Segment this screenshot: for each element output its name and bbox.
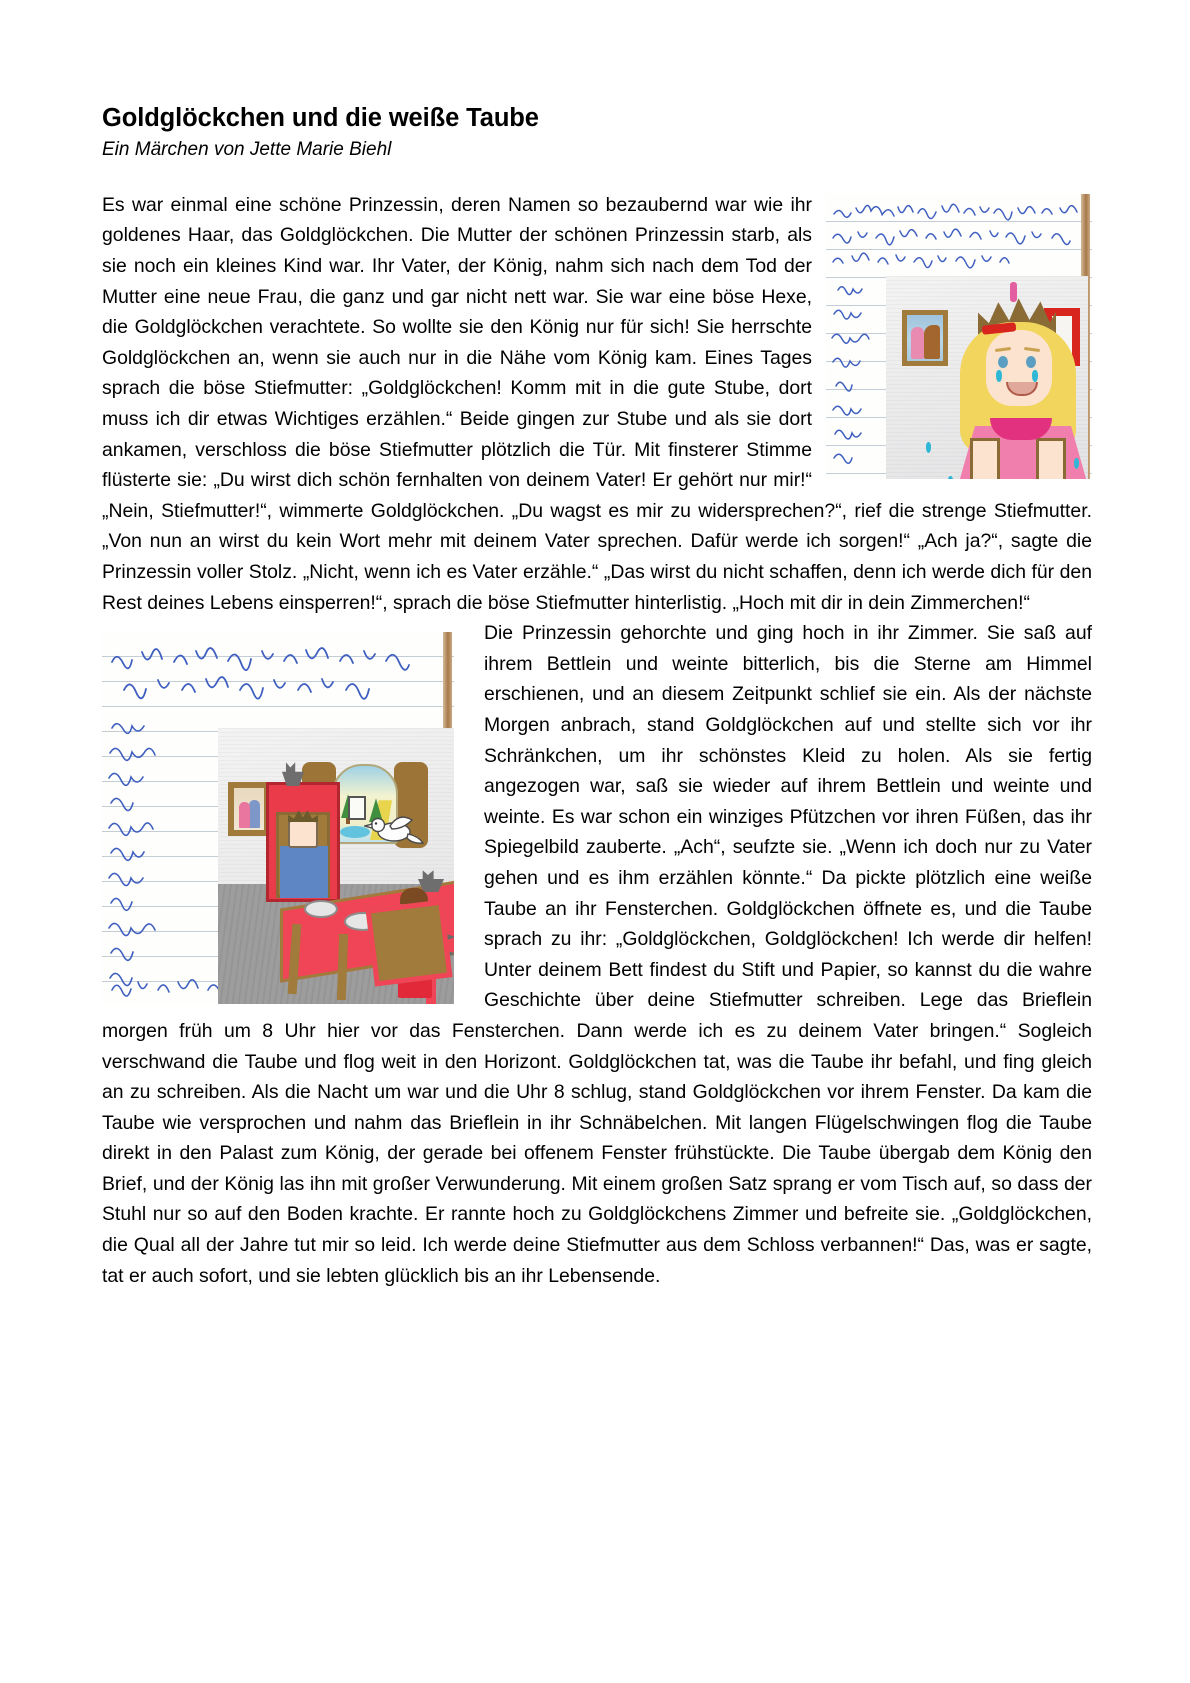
- teardrop-4: [1074, 458, 1079, 469]
- king-body: [280, 846, 328, 898]
- eye-right: [1026, 356, 1036, 368]
- arm-left: [970, 438, 1000, 479]
- teardrop-1: [926, 442, 931, 453]
- eyebrow-left: [995, 347, 1011, 352]
- king-head: [288, 820, 318, 848]
- document-subtitle: Ein Märchen von Jette Marie Biehl: [102, 139, 392, 161]
- teardrop-2: [948, 476, 953, 479]
- page-title: Goldglöckchen und die weiße Taube: [102, 104, 539, 132]
- document-content: [102, 103, 1092, 1291]
- eye-left: [998, 356, 1008, 368]
- arm-right: [1036, 438, 1066, 479]
- fallen-chair: [366, 900, 453, 987]
- drawing-crying-princess: [886, 276, 1088, 479]
- story-paragraph-1: Es war einmal eine schöne Prinzessin, deren Namen so bezaubernd war wie ihr goldenes Haar, das Goldglöckchen. Die Mutter der schönen Prinzessin starb, als sie noch ein kleines Kind war. Ihr Vater, der König, nahm sich nach dem Tod der Mutter eine neue Frau, die ganz und gar nicht nett war. Sie war eine böse Hexe, die Goldglöckchen verachtete. So wollte sie den König nur für sich! Sie herrschte Goldglöckchen an, wenn sie auch nur in die Nähe vom König kam. Eines Tages sprach die böse Stiefmutter: „Goldglöckchen! Komm mit in die gute Stube, dort muss ich dir etwas Wichtiges erzählen.“ Beide gingen zur Stube und als sie dort ankamen, verschloss die böse Stiefmutter plötzlich die Tür. Mit finsterer Stimme flüsterte sie: „Du wirst dich schön fernhalten von deinem Vater! Er gehört nur mir!“ „Nein, Stiefmutter!“, wimmerte Goldglöckchen. „Du wagst es mir zu widersprechen?“, rief die strenge Stiefmutter. „Von nun an wirst du kein Wort mehr mit deinem Vater sprechen. Dafür werde ich sorgen!“ „Ach ja?“, sagte die Prinzessin voller Stolz. „Nicht, wenn ich es Vater erzähle.“ „Das wirst du nicht schaffen, denn ich werde dich für den Rest deines Lebens einsperren!“, sprach die böse Stiefmutter hinterlistig. „Hoch mit dir in dein Zimmerchen!“: [102, 193, 1092, 614]
- drawing-king-at-table: [218, 728, 454, 1004]
- face: [986, 330, 1052, 406]
- figure-notebook-photo-crying-princess: [826, 194, 1092, 479]
- wall-picture: [228, 782, 270, 836]
- tear-right: [1032, 370, 1038, 382]
- crown-pin: [1010, 282, 1017, 302]
- wall-picture-gold-frame: [902, 310, 948, 366]
- figure-notebook-photo-king-at-table: [102, 632, 454, 1004]
- notebook-paper: [102, 632, 454, 1004]
- notebook-paper: [826, 194, 1092, 479]
- mouth: [1006, 382, 1038, 396]
- story-paragraph-2: Die Prinzessin gehorchte und ging hoch in ihr Zimmer. Sie saß auf ihrem Bettlein und weinte bitterlich, bis die Sterne am Himmel erschienen, und an diesem Zeitpunkt schlief sie ein. Als der nächste Morgen anbrach, stand Goldglöckchen auf und stellte sich vor ihr Schränkchen, um ihr schönstes Kleid zu holen. Als sie fertig angezogen war, saß sie wieder auf ihrem Bettlein und weinte und weinte. Es war schon ein winziges Pfützchen vor ihren Füßen, das ihr Spiegelbild zauberte. „Ach“, seufzte sie. „Wenn ich doch nur zu Vater gehen und es ihm erzählen könnte.“ Da pickte plötzlich eine weiße Taube an ihr Fensterchen. Goldglöckchen öffnete es, und die Taube sprach zu ihr: „Goldglöckchen, Goldglöckchen! Ich werde dir helfen! Unter deinem Bett findest du Stift und Papier, so kannst du die wahre Geschichte über deine Stiefmutter schreiben. Lege das Brieflein morgen früh um 8 Uhr hier vor das Fensterchen. Dann werde ich es zu deinem Vater bringen.“ Sogleich verschwand die Taube und flog weit in den Horizont. Goldglöckchen tat, was die Taube ihr befahl, und fing gleich an zu schreiben. Als die Nacht um war und die Uhr 8 schlug, stand Goldglöckchen vor ihrem Fenster. Da kam die Taube wie versprochen und nahm das Brieflein in ihr Schnäbelchen. Mit langen Flügelschwingen flog die Taube direkt in den Palast zum König, der gerade bei offenem Fenster frühstückte. Die Taube übergab dem König den Brief, und der König las ihn mit großer Verwunderung. Mit einem großen Satz sprang er vom Tisch auf, so dass der Stuhl nur so auf den Boden krachte. Er rannte hoch zu Goldglöckchens Zimmer und befreite sie. „Goldglöckchen, die Qual all der Jahre tut mir so leid. Ich werde deine Stiefmutter aus dem Schloss verbannen!“ Das, was er sagte, tat er auch sofort, und sie lebten glücklich bis an ihr Lebensende.: [102, 622, 1092, 1287]
- white-dove: [364, 808, 426, 848]
- tear-left: [996, 370, 1002, 382]
- eyebrow-right: [1024, 347, 1040, 352]
